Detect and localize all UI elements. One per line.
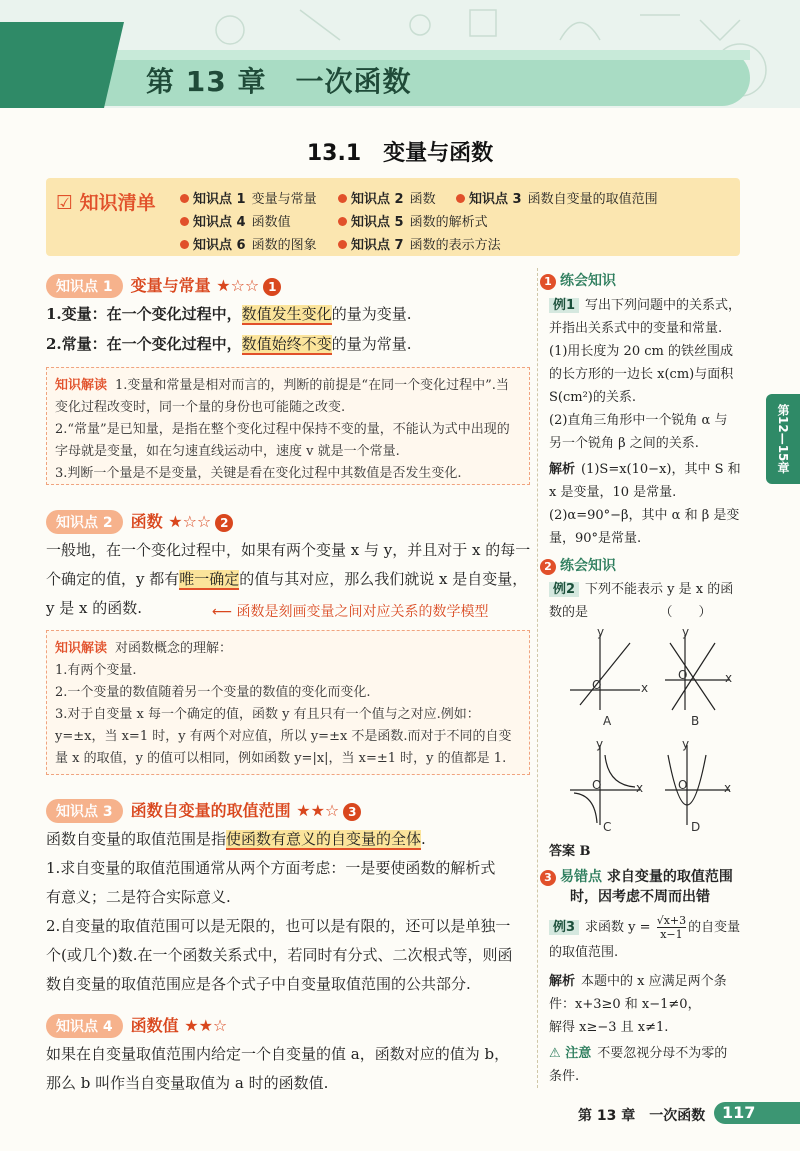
chapter-tab bbox=[0, 22, 104, 108]
function-graphs bbox=[560, 625, 740, 840]
checklist-item: 知识点 2 函数 bbox=[338, 188, 436, 207]
kp1-line1: 1.变量：在一个变化过程中，数值发生变化的量为变量. bbox=[46, 305, 412, 323]
graph-c-curve-1 bbox=[605, 755, 635, 787]
graph-d-origin: O bbox=[678, 778, 688, 792]
kp1-interpretation-box: 知识解读 1.变量和常量是相对而言的，判断的前提是“在同一个变化过程中”.当变化过程改变时，同一个量的身份也可能随之改变. 2.“常量”是已知量，是指在整个变化过程中保持不变的量，不能认为式中出现的字母就是变量，如在匀速直线运动中，速度 v 就是一个常量. 3.判断一个量是不是变量，关键是看在变化过程中其数值是否发生变化. bbox=[46, 367, 530, 485]
kp3-body: 函数自变量的取值范围是指使函数有意义的自变量的全体. 1.求自变量的取值范围通常从两个方面考虑：一是要使函数的解析式 有意义；二是符合实际意义. 2.自变量的取值范围可以是无限的，也可以是有限的，还可以是单独一 个(或几个)数.在一个函数关系式中，若同时有分式、二次根式等，则函 数自变量的取值范围应是各个式子中自变量取值范围的公共部分. bbox=[46, 830, 513, 993]
graph-c-x-label: x bbox=[636, 781, 644, 795]
checklist-item: 知识点 6 函数的图象 bbox=[180, 234, 317, 253]
kp4-body: 如果在自变量取值范围内给定一个自变量的值 a，函数对应的值为 b， 那么 b 叫作当自变量取值为 a 时的函数值. bbox=[46, 1045, 510, 1092]
chapter-title: 第 13 章 一次函数 bbox=[146, 65, 412, 98]
caution-icon: ⚠ bbox=[549, 1046, 561, 1061]
bullet-icon bbox=[338, 194, 347, 203]
checklist-heading: ☑ 知识清单 bbox=[56, 192, 156, 214]
bullet-icon bbox=[456, 194, 465, 203]
side-heading-1: 1 练会知识 bbox=[540, 270, 616, 290]
graph-b-origin: O bbox=[678, 668, 688, 682]
side-heading-3-cont: 时，因考虑不周而出错 bbox=[570, 889, 710, 905]
answer-2: 答案 B bbox=[549, 844, 591, 859]
kp2-heading: 知识点 2 函数 ★☆☆ 2 bbox=[46, 509, 233, 534]
graph-c-y-label: y bbox=[596, 737, 604, 751]
kp2-definition: 一般地，在一个变化过程中，如果有两个变量 x 与 y，并且对于 x 的每一 个确定的值，y 都有唯一确定的值与其对应，那么我们就说 x 是自变量， y 是 x 的函数. bbox=[46, 541, 531, 617]
kp2-handwritten-note: ⟵ 函数是刻画变量之间对应关系的数学模型 bbox=[212, 604, 489, 620]
bullet-icon bbox=[338, 217, 347, 226]
graph-d-label: D bbox=[691, 820, 701, 834]
graph-c-label: C bbox=[603, 820, 612, 834]
graph-a-x-label: x bbox=[641, 681, 649, 695]
kp3-heading: 知识点 3 函数自变量的取值范围 ★★☆ 3 bbox=[46, 798, 361, 823]
checklist-item: 知识点 3 函数自变量的取值范围 bbox=[456, 188, 658, 207]
example-3: 例3 求函数 y = $\frac{√x+3}{x-1}$ 的自变量 的取值范围. bbox=[549, 914, 741, 960]
bullet-icon bbox=[180, 240, 189, 249]
graph-a-origin: O bbox=[592, 678, 602, 692]
chapter-range-tab[interactable]: 第12—15章 bbox=[766, 394, 800, 484]
kp4-heading: 知识点 4 函数值 ★★☆ bbox=[46, 1013, 227, 1038]
solution-3: 解析 本题中的 x 应满足两个条 件：x+3≥0 和 x−1≠0， 解得 x≥−3 且 x≠1. bbox=[549, 974, 727, 1035]
graph-b-x-label: x bbox=[725, 671, 733, 685]
checklist-item: 知识点 4 函数值 bbox=[180, 211, 291, 230]
chapter-header bbox=[0, 0, 800, 108]
kp1-heading: 知识点 1 变量与常量 ★☆☆ 1 bbox=[46, 273, 281, 298]
graph-c-curve-2 bbox=[574, 793, 597, 823]
bullet-icon bbox=[180, 194, 189, 203]
side-heading-3: 3 易错点 求自变量的取值范围 bbox=[540, 866, 733, 886]
graph-b-label: B bbox=[691, 714, 700, 728]
graph-a-line bbox=[580, 643, 630, 705]
bullet-icon bbox=[180, 217, 189, 226]
graph-c-origin: O bbox=[592, 778, 602, 792]
section-title: 13.1 变量与函数 bbox=[306, 141, 494, 166]
column-divider bbox=[537, 268, 538, 1088]
graph-b-y-label: y bbox=[682, 625, 690, 639]
graph-d-x-label: x bbox=[724, 781, 732, 795]
caution-note: ⚠ 注意 不要忽视分母不为零的 条件. bbox=[549, 1046, 728, 1084]
checklist-item: 知识点 5 函数的解析式 bbox=[338, 211, 488, 230]
solution-1: 解析 (1)S=x(10−x)，其中 S 和 x 是变量，10 是常量. (2)α=90°−β，其中 α 和 β 是变 量，90°是常量. bbox=[549, 462, 741, 546]
graph-a-y-label: y bbox=[597, 625, 605, 639]
page-number: 117 bbox=[714, 1102, 800, 1124]
graph-a-label: A bbox=[603, 714, 612, 728]
knowledge-checklist bbox=[46, 178, 740, 256]
graph-d-y-label: y bbox=[682, 737, 690, 751]
side-heading-2: 2 练会知识 bbox=[540, 555, 616, 575]
bullet-icon bbox=[338, 240, 347, 249]
checklist-item: 知识点 1 变量与常量 bbox=[180, 188, 317, 207]
checklist-item: 知识点 7 函数的表示方法 bbox=[338, 234, 501, 253]
kp2-interpretation-box: 知识解读 对函数概念的理解： 1.有两个变量. 2.一个变量的数值随着另一个变量的数值的变化而变化. 3.对于自变量 x 每一个确定的值，函数 y 有且只有一个值与之对应.例如：y=±x，当 x=1 时，y 有两个对应值，所以 y=±x 不是函数.而对于不同的自变量 x 的取值，y 的值可以相同，例如函数 y=|x|，当 x=±1 时，y 的值都是 1. bbox=[46, 630, 530, 775]
example-1: 例1 写出下列问题中的关系式， 并指出关系式中的变量和常量. (1)用长度为 20 cm 的铁丝围成 的长方形的一边长 x(cm)与面积 S(cm²)的关系. (2)直角三角形中一个锐角 α 与 另一个锐角 β 之间的关系. bbox=[549, 298, 742, 451]
kp1-line2: 2.常量：在一个变化过程中，数值始终不变的量为常量. bbox=[46, 335, 412, 353]
example-2: 例2 下列不能表示 y 是 x 的函 数的是 （ ） bbox=[549, 582, 734, 620]
check-icon: ☑ bbox=[56, 192, 74, 214]
footer-chapter: 第 13 章 一次函数 bbox=[578, 1108, 706, 1124]
